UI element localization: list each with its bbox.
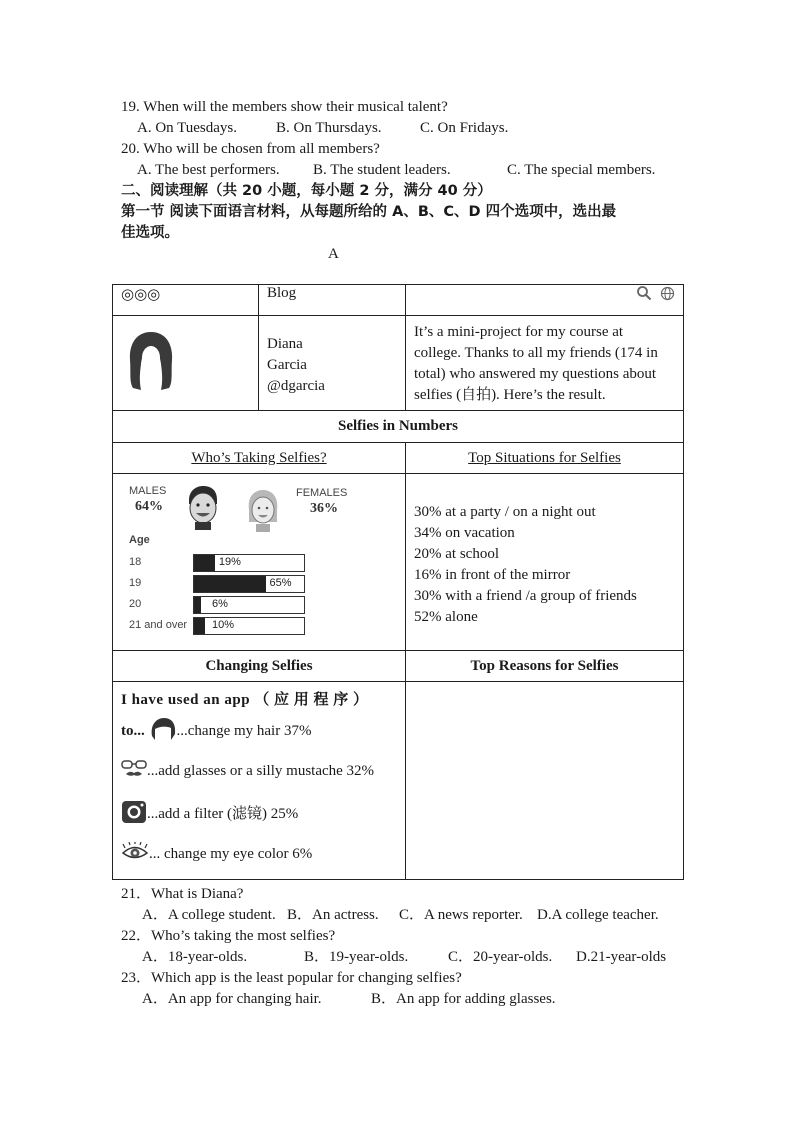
app-item-eye bbox=[121, 842, 312, 867]
option-d[interactable]: D.A college teacher. bbox=[537, 907, 659, 923]
passage-letter: A bbox=[328, 246, 339, 262]
males-label: MALES bbox=[129, 485, 167, 497]
age-bar bbox=[193, 554, 305, 572]
age-label: Age bbox=[129, 534, 150, 546]
question-22-stem: 22．Who’s taking the most selfies? bbox=[121, 928, 336, 944]
author-handle[interactable]: @dgarcia bbox=[267, 378, 325, 394]
age-row-label: 21 and over bbox=[129, 619, 188, 631]
option-c[interactable]: C. The special members. bbox=[507, 162, 656, 178]
globe-icon[interactable] bbox=[660, 286, 675, 306]
camera-filter-icon bbox=[121, 800, 147, 829]
section-heading: 二、阅读理解（共 20 小题，每小题 2 分，满分 40 分） bbox=[121, 183, 492, 199]
age-bar-label: 19% bbox=[218, 556, 241, 568]
question-19-stem: 19. When will the members show their musical talent? bbox=[121, 99, 448, 115]
col-situations-heading: Top Situations for Selfies bbox=[406, 443, 684, 474]
intro-line: It’s a mini-project for my course at bbox=[414, 324, 624, 340]
age-bar-fill bbox=[194, 618, 205, 634]
option-a[interactable]: A．An app for changing hair. bbox=[142, 991, 322, 1007]
eye-icon bbox=[121, 842, 149, 867]
intro-line: total) who answered my questions about bbox=[414, 366, 657, 382]
age-row-label: 20 bbox=[129, 598, 142, 610]
option-c[interactable]: C. On Fridays. bbox=[420, 120, 509, 136]
avatar bbox=[121, 328, 181, 399]
option-a[interactable]: A．18-year-olds. bbox=[142, 949, 248, 965]
who-infographic bbox=[113, 474, 406, 651]
window-controls bbox=[113, 285, 259, 316]
window-dots: ◎◎◎ bbox=[121, 287, 161, 303]
section-instruction: 第一节 阅读下面语言材料，从每题所给的 A、B、C、D 四个选项中，选出最 bbox=[121, 204, 617, 220]
age-bar-label: 65% bbox=[269, 577, 292, 589]
situations-list bbox=[406, 474, 684, 651]
question-21-options bbox=[142, 905, 659, 925]
app-item-filter bbox=[121, 800, 298, 829]
intro-line: college. Thanks to all my friends (174 in bbox=[414, 345, 658, 361]
blog-table bbox=[112, 284, 684, 880]
avatar-cell bbox=[113, 316, 259, 411]
author-last-name: Garcia bbox=[267, 357, 307, 373]
app-text: ...add a filter (滤镜) 25% bbox=[147, 805, 299, 822]
search-icon[interactable] bbox=[636, 285, 652, 306]
age-row-label: 18 bbox=[129, 556, 142, 568]
app-item-glasses bbox=[121, 759, 374, 784]
section-title: Selfies in Numbers bbox=[113, 411, 684, 443]
females-pct: 36% bbox=[310, 501, 338, 516]
question-20-options bbox=[137, 160, 655, 180]
age-bar bbox=[193, 617, 305, 635]
toolbar bbox=[406, 285, 684, 316]
age-bar-fill bbox=[194, 576, 266, 592]
option-d[interactable]: D.21-year-olds bbox=[576, 949, 667, 965]
reasons-panel bbox=[406, 682, 684, 880]
intro-line: selfies (自拍). Here’s the result. bbox=[414, 387, 606, 403]
situation-item: 20% at school bbox=[414, 546, 499, 562]
app-intro: I have used an app （ 应 用 程 序 ） bbox=[121, 692, 369, 708]
changing-selfies-panel bbox=[113, 682, 406, 880]
question-22-options bbox=[142, 947, 666, 967]
col-reasons-heading: Top Reasons for Selfies bbox=[406, 651, 684, 682]
option-b[interactable]: B．19-year-olds. bbox=[304, 949, 409, 965]
age-bar-fill bbox=[194, 597, 201, 613]
app-text: ...change my hair 37% bbox=[176, 722, 312, 739]
males-pct: 64% bbox=[135, 499, 163, 514]
situation-item: 52% alone bbox=[414, 609, 478, 625]
glasses-mustache-icon bbox=[121, 759, 147, 784]
age-bar-label: 10% bbox=[212, 619, 235, 631]
question-23-stem: 23．Which app is the least popular for changing selfies? bbox=[121, 970, 462, 986]
age-bar bbox=[193, 596, 305, 614]
question-20-stem: 20. Who will be chosen from all members? bbox=[121, 141, 380, 157]
female-face-icon bbox=[245, 488, 281, 537]
author-info bbox=[259, 316, 406, 411]
col-who-heading: Who’s Taking Selfies? bbox=[113, 443, 406, 474]
females-label: FEMALES bbox=[296, 487, 348, 499]
section-instruction-cont: 佳选项。 bbox=[121, 225, 179, 241]
age-row-label: 19 bbox=[129, 577, 142, 589]
col-changing-heading: Changing Selfies bbox=[113, 651, 406, 682]
app-to: to... bbox=[121, 722, 145, 739]
option-b[interactable]: B．An actress. bbox=[287, 907, 379, 923]
question-21-stem: 21．What is Diana? bbox=[121, 886, 244, 902]
option-a[interactable]: A. On Tuesdays. bbox=[137, 120, 238, 136]
male-face-icon bbox=[183, 484, 223, 535]
option-b[interactable]: B. The student leaders. bbox=[313, 162, 451, 178]
option-c[interactable]: C．20-year-olds. bbox=[448, 949, 553, 965]
hair-icon bbox=[149, 716, 177, 747]
option-b[interactable]: B．An app for adding glasses. bbox=[371, 991, 556, 1007]
author-first-name: Diana bbox=[267, 336, 303, 352]
option-b[interactable]: B. On Thursdays. bbox=[276, 120, 382, 136]
question-23-options bbox=[142, 989, 556, 1009]
question-19-options bbox=[137, 118, 508, 138]
age-bar bbox=[193, 575, 305, 593]
blog-title: Blog bbox=[259, 285, 406, 316]
age-bar-fill bbox=[194, 555, 215, 571]
blog-intro bbox=[406, 316, 684, 411]
option-a[interactable]: A．A college student. bbox=[142, 907, 276, 923]
app-text: ... change my eye color 6% bbox=[149, 845, 313, 862]
situation-item: 30% at a party / on a night out bbox=[414, 504, 596, 520]
situation-item: 16% in front of the mirror bbox=[414, 567, 571, 583]
situation-item: 30% with a friend /a group of friends bbox=[414, 588, 637, 604]
app-item-hair bbox=[121, 716, 311, 747]
app-text: ...add glasses or a silly mustache 32% bbox=[147, 762, 375, 779]
option-a[interactable]: A. The best performers. bbox=[137, 162, 280, 178]
situation-item: 34% on vacation bbox=[414, 525, 515, 541]
option-c[interactable]: C．A news reporter. bbox=[399, 907, 523, 923]
age-bar-label: 6% bbox=[212, 598, 228, 610]
